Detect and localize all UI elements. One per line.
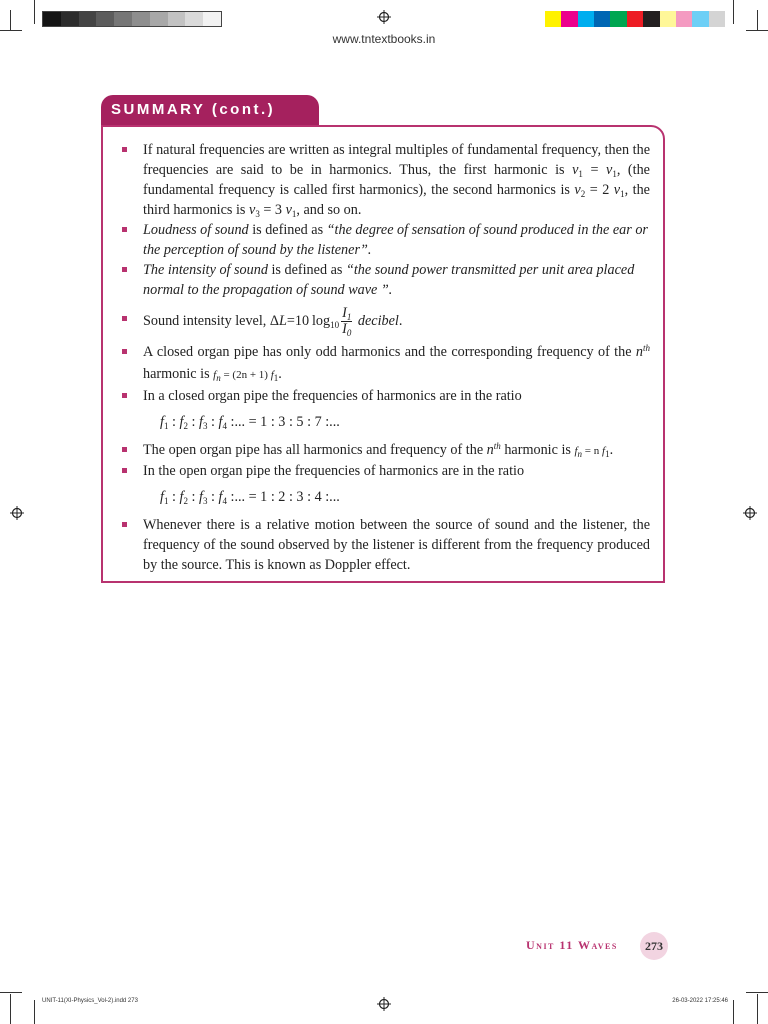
color-swatch [203, 12, 221, 26]
color-swatch [660, 11, 676, 27]
summary-item-open-ratio: In the open organ pipe the frequencies of harmonics are in the ratio [120, 461, 650, 481]
summary-item-closed-ratio: In a closed organ pipe the frequencies of harmonics are in the ratio [120, 386, 650, 406]
website-url[interactable]: www.tntextbooks.in [332, 32, 436, 46]
summary-item-intensity: The intensity of sound is defined as “the sound power transmitted per unit area placed normal to the propagation of sound wave ”. [120, 260, 650, 300]
summary-item-open-pipe: The open organ pipe has all harmonics and frequency of the $n^{th}$ harmonic is $f_n = n$ $f_1$. [120, 440, 650, 461]
cmyk-color-bar [545, 11, 725, 27]
bullet-icon [122, 316, 127, 321]
crop-mark [757, 10, 758, 30]
registration-mark-icon [377, 10, 391, 24]
crop-mark [34, 1000, 35, 1024]
summary-heading: SUMMARY (cont.) [101, 95, 319, 125]
color-swatch [676, 11, 692, 27]
slug-filename: UNIT-11(XI-Physics_Vol-2).indd 273 [42, 998, 138, 1004]
summary-content [120, 140, 650, 575]
registration-mark-icon [10, 506, 24, 520]
crop-mark [10, 10, 11, 30]
closed-pipe-ratio-equation: $f_1$ : $f_2$ : $f_3$ : $f_4$ :... = 1 : 3 : 5 : 7 :... [160, 414, 340, 431]
color-swatch [545, 11, 561, 27]
gray-color-bar [42, 11, 222, 27]
crop-mark [733, 1000, 734, 1024]
registration-mark-icon [377, 997, 391, 1011]
crop-mark [0, 30, 22, 31]
crop-mark [746, 992, 768, 993]
summary-item-intensity-level: Sound intensity level, ΔL=10 $\log_{10}$ $\frac{I_1}{I_0}$ decibel. [120, 306, 650, 337]
color-swatch [627, 11, 643, 27]
summary-item-harmonics: If natural frequencies are written as integral multiples of fundamental frequency, then the frequencies are said to be in harmonics. Thus, the first harmonic is $v_1 = v_1$, (the fundamental frequency is called first harmonics), the second harmonics is $v_2 = 2$ $v_1$, the third harmonics is $v_3 = 3$ $v_1$, and so on. [120, 140, 650, 220]
color-swatch [79, 12, 97, 26]
crop-mark [10, 994, 11, 1024]
crop-mark [0, 992, 22, 993]
color-swatch [132, 12, 150, 26]
summary-item-loudness: Loudness of sound is defined as “the degree of sensation of sound produced in the ear or the perception of sound by the listener”. [120, 220, 650, 260]
crop-mark [757, 994, 758, 1024]
bullet-icon [122, 227, 127, 232]
color-swatch [692, 11, 708, 27]
bullet-icon [122, 393, 127, 398]
color-swatch [594, 11, 610, 27]
summary-item-doppler: Whenever there is a relative motion between the source of sound and the listener, the frequency of the sound observed by the listener is different from the frequency produced by the source. This is known as Doppler effect. [120, 515, 650, 575]
bullet-icon [122, 147, 127, 152]
color-swatch [643, 11, 659, 27]
bullet-icon [122, 349, 127, 354]
color-swatch [578, 11, 594, 27]
color-swatch [561, 11, 577, 27]
crop-mark [746, 30, 768, 31]
bullet-icon [122, 447, 127, 452]
intensity-ratio-fraction: $\frac{I_1}{I_0}$ [342, 305, 352, 338]
color-swatch [168, 12, 186, 26]
open-pipe-ratio-equation: $f_1$ : $f_2$ : $f_3$ : $f_4$ :... = 1 : 2 : 3 : 4 :... [160, 489, 340, 506]
bullet-icon [122, 522, 127, 527]
color-swatch [61, 12, 79, 26]
unit-label: Unit 11 Waves [526, 938, 618, 952]
color-swatch [709, 11, 725, 27]
color-swatch [96, 12, 114, 26]
bullet-icon [122, 468, 127, 473]
color-swatch [185, 12, 203, 26]
color-swatch [150, 12, 168, 26]
color-swatch [114, 12, 132, 26]
page-number: 273 [640, 932, 668, 960]
bullet-icon [122, 267, 127, 272]
crop-mark [733, 0, 734, 24]
crop-mark [34, 0, 35, 24]
color-swatch [43, 12, 61, 26]
summary-item-closed-pipe: A closed organ pipe has only odd harmonics and the corresponding frequency of the $n^{th}$ harmonic is $f_n = (2n + 1)$ $f_1$. [120, 341, 650, 386]
registration-mark-icon [743, 506, 757, 520]
slug-timestamp: 26-03-2022 17:25:46 [672, 998, 728, 1004]
color-swatch [610, 11, 626, 27]
